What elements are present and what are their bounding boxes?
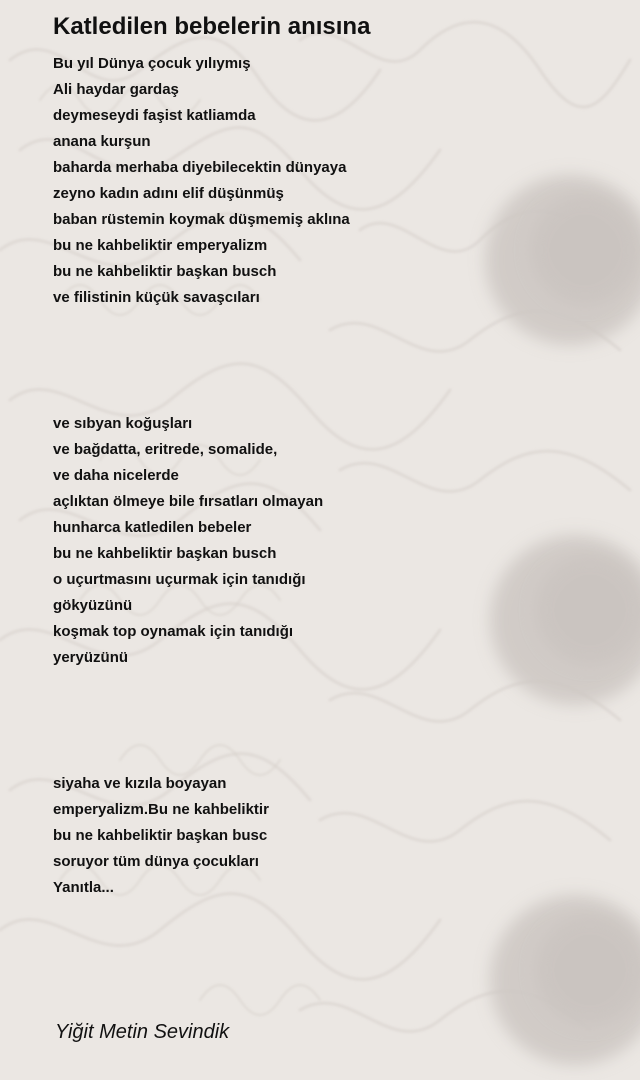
- poem-line: ve sıbyan koğuşları: [53, 415, 193, 432]
- poem-line: deymeseydi faşist katliamda: [53, 107, 256, 124]
- poem-line: Yanıtla...: [53, 879, 114, 896]
- poem-line: yeryüzünü: [53, 649, 129, 666]
- poem-line: baharda merhaba diyebilecektin dünyaya: [53, 159, 347, 176]
- poem-line: ve bağdatta, eritrede, somalide,: [53, 441, 278, 458]
- poem-line: Ali haydar gardaş: [53, 81, 179, 98]
- poem-line: emperyalizm.Bu ne kahbeliktir: [53, 801, 269, 818]
- poem-line: açlıktan ölmeye bile fırsatları olmayan: [53, 493, 324, 510]
- poem-line: Bu yıl Dünya çocuk yılıymış: [53, 55, 251, 72]
- poem-line: ve filistinin küçük savaşcıları: [53, 289, 260, 306]
- poem-line: o uçurtmasını uçurmak için tanıdığı: [53, 571, 306, 588]
- poem-line: hunharca katledilen bebeler: [53, 519, 252, 536]
- poem-line: koşmak top oynamak için tanıdığı: [53, 623, 294, 640]
- poem-line: anana kurşun: [53, 133, 151, 150]
- poem-line: bu ne kahbeliktir başkan busch: [53, 545, 277, 562]
- poem-line: siyaha ve kızıla boyayan: [53, 775, 227, 792]
- poem-line: bu ne kahbeliktir emperyalizm: [53, 237, 268, 254]
- poem-line: gökyüzünü: [53, 597, 133, 614]
- poem-title: Katledilen bebelerin anısına: [53, 13, 371, 40]
- poem-line: bu ne kahbeliktir başkan busch: [53, 263, 277, 280]
- stanza-2: [53, 411, 323, 671]
- poem-line: baban rüstemin koymak düşmemiş aklına: [53, 211, 350, 228]
- poem-author: Yiğit Metin Sevindik: [55, 1021, 230, 1043]
- poem-line: soruyor tüm dünya çocukları: [53, 853, 259, 870]
- poem-line: zeyno kadın adını elif düşünmüş: [53, 185, 284, 202]
- stanza-3: [53, 771, 269, 901]
- poem-line: bu ne kahbeliktir başkan busc: [53, 827, 268, 844]
- stanza-1: [53, 51, 350, 311]
- poem-line: ve daha nicelerde: [53, 467, 179, 484]
